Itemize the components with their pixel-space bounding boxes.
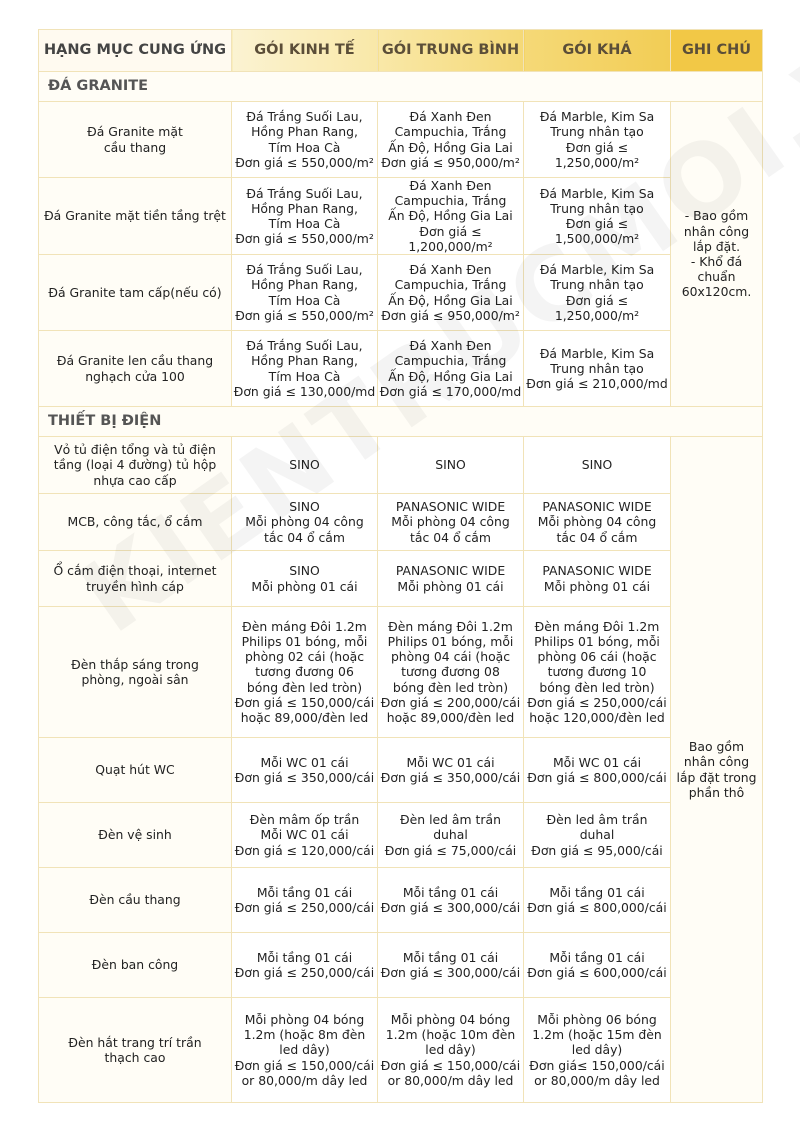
good-cell: Đèn máng Đôi 1.2m Philips 01 bóng, mỗi phòng 06 cái (hoặc tương đương 10 bóng đèn led tròn) Đơn giá ≤ 250,000/cái hoặc 120,000/đèn led [524, 607, 671, 738]
medium-cell: SINO [378, 437, 524, 494]
good-cell: Đá Marble, Kim Sa Trung nhân tạo Đơn giá ≤ 210,000/md [524, 331, 671, 407]
table-row [39, 998, 763, 1103]
table-row [39, 102, 763, 178]
economy-cell: Mỗi WC 01 cái Đơn giá ≤ 350,000/cái [232, 738, 378, 803]
good-cell: Mỗi tầng 01 cái Đơn giá ≤ 600,000/cái [524, 933, 671, 998]
good-cell: Đá Marble, Kim Sa Trung nhân tạo Đơn giá ≤ 1,250,000/m² [524, 102, 671, 178]
item-name: Đèn vệ sinh [39, 803, 232, 868]
item-name: Đá Granite tam cấp(nếu có) [39, 255, 232, 331]
medium-cell: PANASONIC WIDE Mỗi phòng 04 công tắc 04 ổ cắm [378, 494, 524, 551]
header-row [39, 30, 763, 72]
item-name: Đá Granite mặt cầu thang [39, 102, 232, 178]
medium-cell: Đá Xanh Đen Campuchia, Trắng Ấn Độ, Hồng Gia Lai Đơn giá ≤ 950,000/m² [378, 255, 524, 331]
table-row [39, 933, 763, 998]
medium-cell: Đá Xanh Đen Campuchia, Trắng Ấn Độ, Hồng Gia Lai Đơn giá ≤ 1,200,000/m² [378, 178, 524, 255]
item-name: Quạt hút WC [39, 738, 232, 803]
item-name: MCB, công tắc, ổ cắm [39, 494, 232, 551]
medium-cell: Mỗi tầng 01 cái Đơn giá ≤ 300,000/cái [378, 933, 524, 998]
good-cell: Mỗi phòng 06 bóng 1.2m (hoặc 15m đèn led dây) Đơn giá≤ 150,000/cái or 80,000/m dây led [524, 998, 671, 1103]
header-economy: GÓI KINH TẾ [232, 30, 378, 72]
item-name: Đèn hắt trang trí trần thạch cao [39, 998, 232, 1103]
granite-note: - Bao gồm nhân công lắp đặt. - Khổ đá chuẩn 60x120cm. [671, 102, 763, 407]
table-row [39, 255, 763, 331]
header-good: GÓI KHÁ [524, 30, 671, 72]
electric-note: Bao gồm nhân công lắp đặt trong phần thô [671, 437, 763, 1103]
medium-cell: Đèn máng Đôi 1.2m Philips 01 bóng, mỗi phòng 04 cái (hoặc tương đương 08 bóng đèn led tròn) Đơn giá ≤ 200,000/cái hoặc 89,000/đèn led [378, 607, 524, 738]
economy-cell: Đá Trắng Suối Lau, Hồng Phan Rang, Tím Hoa Cà Đơn giá ≤ 550,000/m² [232, 255, 378, 331]
economy-cell: SINO Mỗi phòng 01 cái [232, 551, 378, 607]
economy-cell: SINO [232, 437, 378, 494]
good-cell: Mỗi WC 01 cái Đơn giá ≤ 800,000/cái [524, 738, 671, 803]
table-row [39, 738, 763, 803]
section-title-granite: ĐÁ GRANITE [39, 72, 763, 102]
good-cell: Mỗi tầng 01 cái Đơn giá ≤ 800,000/cái [524, 868, 671, 933]
item-name: Đèn thắp sáng trong phòng, ngoài sân [39, 607, 232, 738]
item-name: Ổ cắm điện thoại, internet truyền hình cáp [39, 551, 232, 607]
table-row [39, 331, 763, 407]
header-note: GHI CHÚ [671, 30, 763, 72]
good-cell: Đèn led âm trần duhal Đơn giá ≤ 95,000/cái [524, 803, 671, 868]
table-row [39, 868, 763, 933]
item-name: Đèn ban công [39, 933, 232, 998]
economy-cell: Đèn mâm ốp trần Mỗi WC 01 cái Đơn giá ≤ 120,000/cái [232, 803, 378, 868]
table-row [39, 803, 763, 868]
medium-cell: Đá Xanh Đen Campuchia, Trắng Ấn Độ, Hồng Gia Lai Đơn giá ≤ 950,000/m² [378, 102, 524, 178]
header-category: HẠNG MỤC CUNG ỨNG [39, 30, 232, 72]
good-cell: Đá Marble, Kim Sa Trung nhân tạo Đơn giá ≤ 1,500,000/m² [524, 178, 671, 255]
item-name: Đá Granite mặt tiền tầng trệt [39, 178, 232, 255]
item-name: Đá Granite len cầu thang nghạch cửa 100 [39, 331, 232, 407]
table-row [39, 178, 763, 255]
table-row [39, 437, 763, 494]
medium-cell: Mỗi WC 01 cái Đơn giá ≤ 350,000/cái [378, 738, 524, 803]
table-row [39, 607, 763, 738]
good-cell: SINO [524, 437, 671, 494]
economy-cell: SINO Mỗi phòng 04 công tắc 04 ổ cắm [232, 494, 378, 551]
medium-cell: Đèn led âm trần duhal Đơn giá ≤ 75,000/cái [378, 803, 524, 868]
pricing-table [38, 29, 763, 1103]
economy-cell: Đèn máng Đôi 1.2m Philips 01 bóng, mỗi phòng 02 cái (hoặc tương đương 06 bóng đèn led tròn) Đơn giá ≤ 150,000/cái hoặc 89,000/đèn led [232, 607, 378, 738]
good-cell: Đá Marble, Kim Sa Trung nhân tạo Đơn giá ≤ 1,250,000/m² [524, 255, 671, 331]
economy-cell: Đá Trắng Suối Lau, Hồng Phan Rang, Tím Hoa Cà Đơn giá ≤ 550,000/m² [232, 178, 378, 255]
economy-cell: Đá Trắng Suối Lau, Hồng Phan Rang, Tím Hoa Cà Đơn giá ≤ 130,000/md [232, 331, 378, 407]
economy-cell: Mỗi tầng 01 cái Đơn giá ≤ 250,000/cái [232, 933, 378, 998]
section-title-electric: THIẾT BỊ ĐIỆN [39, 407, 763, 437]
economy-cell: Mỗi tầng 01 cái Đơn giá ≤ 250,000/cái [232, 868, 378, 933]
economy-cell: Đá Trắng Suối Lau, Hồng Phan Rang, Tím Hoa Cà Đơn giá ≤ 550,000/m² [232, 102, 378, 178]
medium-cell: Mỗi tầng 01 cái Đơn giá ≤ 300,000/cái [378, 868, 524, 933]
economy-cell: Mỗi phòng 04 bóng 1.2m (hoặc 8m đèn led dây) Đơn giá ≤ 150,000/cái or 80,000/m dây led [232, 998, 378, 1103]
table-row [39, 551, 763, 607]
medium-cell: Đá Xanh Đen Campuchia, Trắng Ấn Độ, Hồng Gia Lai Đơn giá ≤ 170,000/md [378, 331, 524, 407]
item-name: Đèn cầu thang [39, 868, 232, 933]
medium-cell: Mỗi phòng 04 bóng 1.2m (hoặc 10m đèn led dây) Đơn giá ≤ 150,000/cái or 80,000/m dây led [378, 998, 524, 1103]
header-medium: GÓI TRUNG BÌNH [378, 30, 524, 72]
table-row [39, 494, 763, 551]
medium-cell: PANASONIC WIDE Mỗi phòng 01 cái [378, 551, 524, 607]
good-cell: PANASONIC WIDE Mỗi phòng 01 cái [524, 551, 671, 607]
item-name: Vỏ tủ điện tổng và tủ điện tầng (loại 4 đường) tủ hộp nhựa cao cấp [39, 437, 232, 494]
good-cell: PANASONIC WIDE Mỗi phòng 04 công tắc 04 ổ cắm [524, 494, 671, 551]
